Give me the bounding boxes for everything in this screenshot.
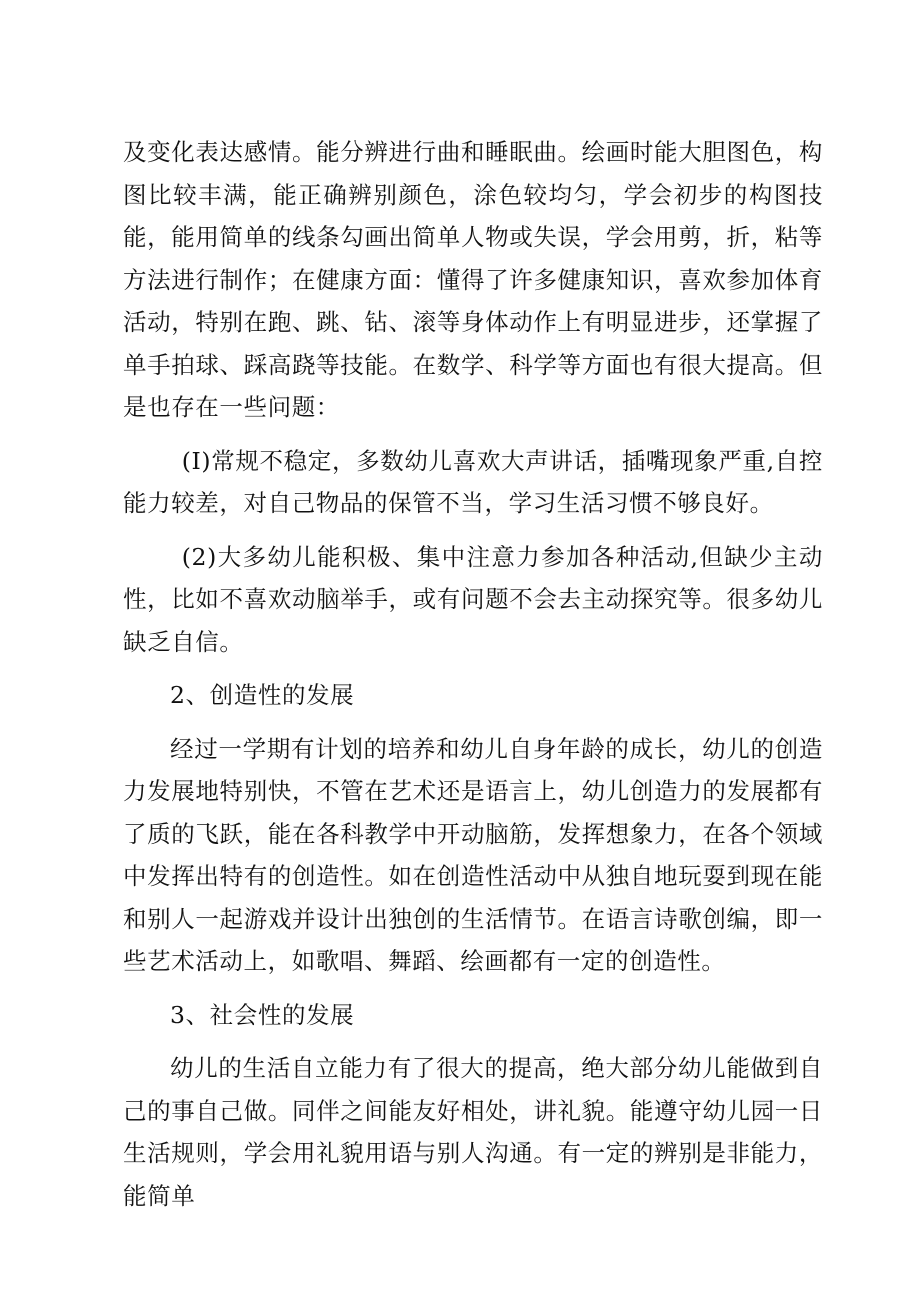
paragraph-problem-2: (2)大多幼儿能积极、集中注意力参加各种活动,但缺少主动性，比如不喜欢动脑举手，或有问题不会去主动探究等。很多幼儿缺乏自信。 bbox=[123, 542, 823, 656]
paragraph-social: 幼儿的生活自立能力有了很大的提高，绝大部分幼儿能做到自己的事自己做。同伴之间能友好相处，讲礼貌。能遵守幼儿园一日生活规则，学会用礼貌用语与别人沟通。有一定的辨别是非能力，能简单 bbox=[123, 1054, 823, 1210]
paragraph-creativity: 经过一学期有计划的培养和幼儿自身年龄的成长，幼儿的创造力发展地特别快，不管在艺术还是语言上，幼儿创造力的发展都有了质的飞跃，能在各科教学中开动脑筋，发挥想象力，在各个领域中发挥出特有的创造性。如在创造性活动中从独自地玩耍到现在能和别人一起游戏并设计出独创的生活情节。在语言诗歌创编，即一些艺术活动上，如歌唱、舞蹈、绘画都有一定的创造性。 bbox=[123, 734, 823, 975]
section-heading-creativity: 2、创造性的发展 bbox=[170, 681, 355, 709]
paragraph-problem-1: (I)常规不稳定，多数幼儿喜欢大声讲话，插嘴现象严重,自控能力较差，对自己物品的保管不当，学习生活习惯不够良好。 bbox=[123, 446, 823, 517]
paragraph-arts-health: 及变化表达感情。能分辨进行曲和睡眠曲。绘画时能大胆图色，构图比较丰满，能正确辨别颜色，涂色较均匀，学会初步的构图技能，能用简单的线条勾画出简单人物或失误，学会用剪，折，粘等方法进行制作；在健康方面：懂得了许多健康知识，喜欢参加体育活动，特别在跑、跳、钻、滚等身体动作上有明显进步，还掌握了单手拍球、踩高跷等技能。在数学、科学等方面也有很大提高。但是也存在一些问题： bbox=[123, 138, 823, 421]
document-page bbox=[123, 131, 823, 1217]
section-heading-social: 3、社会性的发展 bbox=[170, 1000, 355, 1029]
